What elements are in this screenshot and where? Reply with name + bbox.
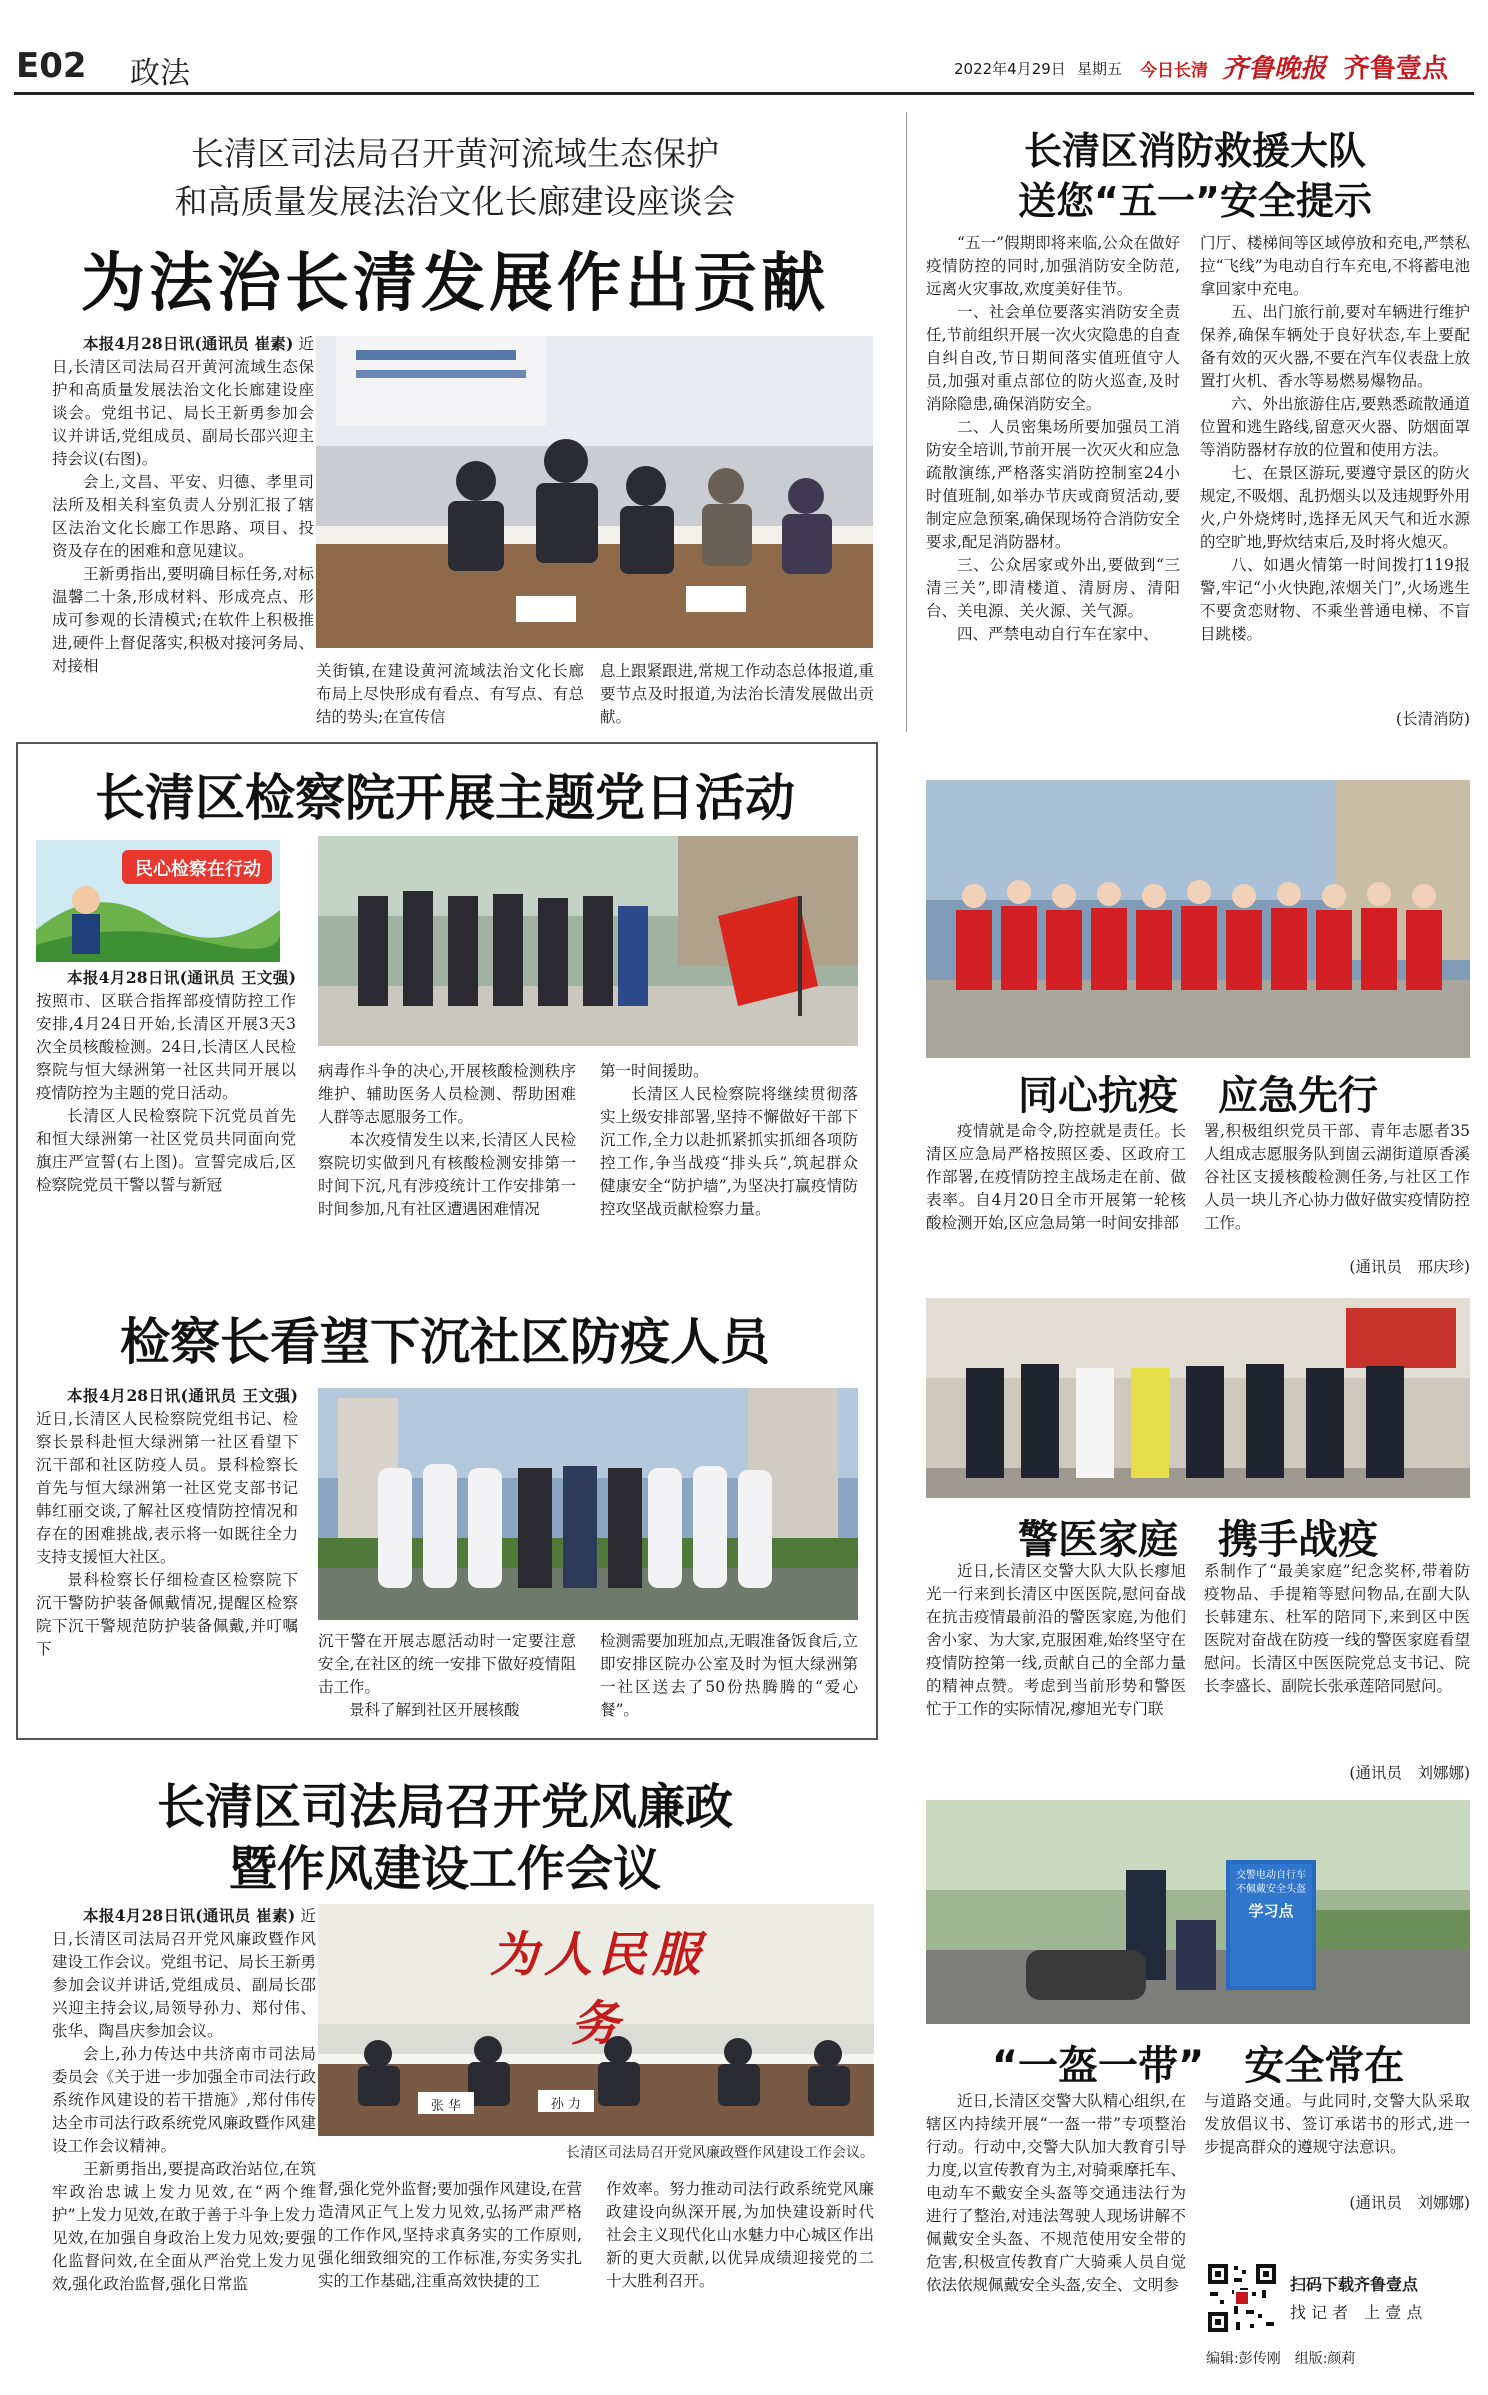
art5-name-card-1: 张 华 <box>430 2099 462 2114</box>
art8-title: “一盔一带” 安全常在 <box>991 2043 1405 2089</box>
paper-logo: 齐鲁晚报 <box>1222 54 1327 84</box>
art1-col3: 息上跟紧跟进,常规工作动态总体报道,重要节点及时报道,为法治长清发展做出贡献。 <box>600 662 874 726</box>
footer-qr-text-1: 扫码下载齐鲁壹点 <box>1290 2275 1419 2294</box>
art4-col2 <box>318 1630 576 1730</box>
art2-title-2: 送您“五一”安全提示 <box>1018 179 1372 223</box>
art3-col3 <box>600 1060 858 1286</box>
art8-sign-line2: 不佩戴安全头盔 <box>1236 1884 1306 1895</box>
art4-byline: 本报4月28日讯(通讯员 王文强) <box>67 1386 298 1405</box>
art3-text-5: 第一时间援助。 <box>600 1062 709 1080</box>
art1-text-3: 王新勇指出,要明确目标任务,对标温馨二十条,形成材料、形成亮点、形成可参观的长清模式;在软件上积极推进,硬件上督促落实,积极对接河务局、对接相 <box>52 565 314 675</box>
art4-photo <box>318 1388 858 1620</box>
art8-credit: (通讯员 刘娜娜) <box>1349 2194 1470 2212</box>
brand-logo: 齐鲁壹点 <box>1344 54 1449 84</box>
art5-col3: 作效率。努力推动司法行政系统党风廉政建设向纵深开展,为加快建设新时代社会主义现代化山水魅力中心城区作出新的更大贡献,以优异成绩迎接党的二十大胜利召开。 <box>606 2180 874 2290</box>
art2-col2 <box>1200 232 1470 708</box>
art2-para-1: “五一”假期即将来临,公众在做好疫情防控的同时,加强消防安全防范,远离火灾事故,欢度美好佳节。 <box>926 234 1180 298</box>
art1-kicker-1: 长清区司法局召开黄河流域生态保护 <box>191 134 719 173</box>
art2-para-7: 五、出门旅行前,要对车辆进行维护保养,确保车辆处于良好状态,车上要配备有效的灭火器,不要在汽车仪表盘上放置打火机、香水等易燃易爆物品。 <box>1200 303 1470 390</box>
art3-text-3: 病毒作斗争的决心,开展核酸检测秩序维护、辅助医务人员检测、帮助困难人群等志愿服务工作。 <box>318 1062 576 1126</box>
art2-para-4: 三、公众居家或外出,要做到“三清三关”,即清楼道、清厨房、清阳台、关电源、关火源、关气源。 <box>926 556 1180 620</box>
art8-sign-line1: 交警电动自行车 <box>1236 1870 1306 1881</box>
art3-text-2: 长清区人民检察院下沉党员首先和恒大绿洲第一社区党员共同面向党旗庄严宣誓(右上图)。宣誓完成后,区检察院党员干警以誓与新冠 <box>36 1107 296 1194</box>
art5-title-1: 长清区司法局召开党风廉政 <box>156 1779 733 1835</box>
art5-caption: 长清区司法局召开党风廉政暨作风建设工作会议。 <box>566 2145 874 2161</box>
art2-col1 <box>926 232 1180 730</box>
art5-name-card-2: 孙 力 <box>550 2097 582 2112</box>
art8-photo <box>926 1800 1470 2024</box>
art1-col1 <box>52 332 314 730</box>
art2-para-10: 八、如遇火情第一时间拨打119报警,牢记“小火快跑,浓烟关门”,火场逃生不要贪恋财物、不乘坐普通电梯、不盲目跳楼。 <box>1200 556 1470 643</box>
art5-photo <box>318 1904 874 2136</box>
art5-title-2: 暨作风建设工作会议 <box>228 1841 661 1897</box>
art6-title: 同心抗疫 应急先行 <box>1018 1073 1378 1119</box>
art1-title: 为法治长清发展作出贡献 <box>81 247 829 321</box>
edition-name: 今日长清 <box>1140 61 1208 81</box>
art2-para-5: 四、严禁电动自行车在家中、 <box>957 625 1159 643</box>
art4-title: 检察长看望下沉社区防疫人员 <box>120 1313 770 1371</box>
art2-para-9: 七、在景区游玩,要遵守景区的防火规定,不吸烟、乱扔烟头以及违规野外用火,户外烧烤时,选择无风天气和近水源的空旷地,野炊结束后,及时将火熄灭。 <box>1200 464 1470 551</box>
art4-col1 <box>36 1384 298 1726</box>
art5-text-3: 王新勇指出,要提高政治站位,在筑牢政治忠诚上发力见效,在“两个维护”上发力见效,在敢于善于斗争上发力见效,在加强自身政治上发力见效;要强化监督问效,在全面从严治党上发力见效,强化政治监督,强化日常监 <box>52 2160 316 2293</box>
section-name: 政法 <box>130 56 190 91</box>
issue-weekday: 星期五 <box>1077 60 1123 78</box>
art7-col2: 系制作了“最美家庭”纪念奖杯,带着防疫物品、手提箱等慰问物品,在副大队长韩建东、杜军的陪同下,来到区中医医院对奋战在防疫一线的警医家庭看望慰问。长清区中医医院党总支书记、院长李盛长、副院长张承莲陪同慰问。 <box>1204 1562 1470 1695</box>
art1-text-2: 会上,文昌、平安、归德、孝里司法所及相关科室负责人分别汇报了辖区法治文化长廊工作思路、项目、投资及存在的困难和意见建议。 <box>52 473 314 560</box>
issue-date: 2022年4月29日 <box>954 60 1066 78</box>
art5-text-2: 会上,孙力传达中共济南市司法局委员会《关于进一步加强全市司法行政系统作风建设的若干措施》,郑付伟传达全市司法行政系统党风廉政暨作风建设工作会议精神。 <box>52 2045 316 2155</box>
art5-col2: 督,强化党外监督;要加强作风建设,在营造清风正气上发力见效,弘扬严肃严格的工作作风,坚持求真务实的工作原则,强化细致细究的工作标准,夯实务实扎实的工作基础,注重高效快捷的工 <box>318 2180 582 2290</box>
art1-kicker-2: 和高质量发展法治文化长廊建设座谈会 <box>174 182 736 221</box>
art5-text-1: 近日,长清区司法局召开党风廉政暨作风建设工作会议。党组书记、局长王新勇参加会议并讲话,党组成员、副局长邵兴迎主持会议,局领导孙力、郑付伟、张华、陶昌庆参加会议。 <box>52 1907 316 2040</box>
art3-byline: 本报4月28日讯(通讯员 王文强) <box>67 968 296 987</box>
art2-para-6: 门厅、楼梯间等区域停放和充电,严禁私拉“飞线”为电动自行车充电,不将蓄电池拿回家中充电。 <box>1200 234 1470 298</box>
art3-col1 <box>36 966 296 1286</box>
art4-text-1: 近日,长清区人民检察院党组书记、检察长景科赴恒大绿洲第一社区看望下沉干部和社区防疫人员。景科检察长首先与恒大绿洲第一社区党支部书记韩红丽交谈,了解社区疫情防控情况和存在的困难挑战,表示将一如既往全力支持支援恒大社区。 <box>36 1410 298 1566</box>
art5-banner-text: 为人民服务 <box>489 1927 706 2052</box>
art1-col2: 关街镇,在建设黄河流域法治文化长廊布局上尽快形成有看点、有写点、有总结的势头;在宣传信 <box>316 662 584 726</box>
art1-text-1: 近日,长清区司法局召开黄河流域生态保护和高质量发展法治文化长廊建设座谈会。党组书记、局长王新勇参加会议并讲话,党组成员、副局长邵兴迎主持会议(右图)。 <box>52 335 314 468</box>
art2-credit: (长清消防) <box>1395 710 1470 728</box>
art3-photo <box>318 836 858 1046</box>
art8-col1: 近日,长清区交警大队精心组织,在辖区内持续开展“一盔一带”专项整治行动。行动中,交警大队加大教育引导力度,以宣传教育为主,对骑乘摩托车、电动车不戴安全头盔等交通违法行为进行了整治,对违法驾驶人现场讲解不佩戴安全头盔、不规范使用安全带的危害,积极宣传教育广大骑乘人员自觉依法依规佩戴安全头盔,安全、文明参 <box>926 2092 1186 2294</box>
art1-photo <box>316 336 873 648</box>
art3-text-1: 按照市、区联合指挥部疫情防控工作安排,4月24日开始,长清区开展3天3次全员核酸检测。24日,长清区人民检察院与恒大绿洲第一社区共同开展以疫情防控为主题的党日活动。 <box>36 992 296 1102</box>
art6-col2: 署,积极组织党员干部、青年志愿者35人组成志愿服务队到崮云湖街道原香溪谷社区支援核酸检测任务,与社区工作人员一块儿齐心协力做好做实疫情防控工作。 <box>1204 1122 1470 1232</box>
art2-para-3: 二、人员密集场所要加强员工消防安全培训,节前开展一次灭火和应急疏散演练,严格落实消防控制室24小时值班制,如举办节庆或商贸活动,要制定应急预案,确保现场符合消防安全要求,配足消防器材。 <box>926 418 1180 551</box>
art5-col1 <box>52 1904 316 2384</box>
footer-qr-text-2: 找 记 者 上 壹 点 <box>1290 2303 1423 2322</box>
art4-text-4: 景科了解到社区开展核酸 <box>349 1701 520 1719</box>
qr-code-icon <box>1206 2262 1278 2334</box>
art6-col1: 疫情就是命令,防控就是责任。长清区应急局严格按照区委、区政府工作部署,在疫情防控主战场走在前、做表率。自4月20日全市开展第一轮核酸检测开始,区应急局第一时间安排部 <box>926 1122 1186 1232</box>
art3-logo <box>36 840 280 962</box>
column-divider <box>906 112 907 732</box>
art5-byline: 本报4月28日讯(通讯员 崔素) <box>83 1906 296 1925</box>
art2-para-8: 六、外出旅游住店,要熟悉疏散通道位置和逃生路线,留意灭火器、防烟面罩等消防器材存放的位置和使用方法。 <box>1200 395 1470 459</box>
art7-credit: (通讯员 刘娜娜) <box>1349 1764 1470 1782</box>
art7-photo <box>926 1298 1470 1498</box>
art3-text-4: 本次疫情发生以来,长清区人民检察院切实做到凡有核酸检测安排第一时间下沉,凡有涉疫统计工作安排第一时间参加,凡有社区遭遇困难情况 <box>318 1131 576 1218</box>
art6-credit: (通讯员 邢庆珍) <box>1349 1258 1470 1276</box>
footer-editors: 编辑:彭传刚 组版:颜莉 <box>1206 2351 1356 2367</box>
masthead-rule <box>14 92 1474 95</box>
art4-text-2: 景科检察长仔细检查区检察院下沉干警防护装备佩戴情况,提醒区检察院下沉干警规范防护装备佩戴,并叮嘱下 <box>36 1571 298 1658</box>
art7-title: 警医家庭 携手战疫 <box>1018 1517 1378 1563</box>
art8-sign-line3: 学习点 <box>1248 1902 1294 1920</box>
art6-photo <box>926 780 1470 1058</box>
art4-col3: 检测需要加班加点,无暇准备饭食后,立即安排区院办公室及时为恒大绿洲第一社区送去了50份热腾腾的“爱心餐”。 <box>600 1632 858 1719</box>
art2-para-2: 一、社会单位要落实消防安全责任,节前组织开展一次火灾隐患的自查自纠自改,节日期间落实值班值守人员,加强对重点部位的防火巡查,及时消除隐患,确保消防安全。 <box>926 303 1180 413</box>
art3-title: 长清区检察院开展主题党日活动 <box>95 769 795 827</box>
page-number: E02 <box>16 46 87 86</box>
art2-title-1: 长清区消防救援大队 <box>1023 129 1366 173</box>
art3-text-6: 长清区人民检察院将继续贯彻落实上级安排部署,坚持不懈做好干部下沉工作,全力以赴抓紧抓实抓细各项防控工作,争当战疫“排头兵”,筑起群众健康安全“防护墙”,为坚决打赢疫情防控攻坚战贡献检察力量。 <box>600 1085 858 1218</box>
art4-text-3: 沉干警在开展志愿活动时一定要注意安全,在社区的统一安排下做好疫情阻击工作。 <box>318 1632 576 1696</box>
art3-col2 <box>318 1060 576 1286</box>
art3-logo-text: 民心检察在行动 <box>135 859 261 880</box>
art7-col1: 近日,长清区交警大队大队长瘳旭光一行来到长清区中医医院,慰问奋战在抗击疫情最前沿的警医家庭,为他们舍小家、为大家,克服困难,始终坚守在疫情防控第一线,贡献自己的全部力量的精神点赞。考虑到当前形势和警医忙于工作的实际情况,瘳旭光专门联 <box>926 1562 1186 1718</box>
art8-col2: 与道路交通。与此同时,交警大队采取发放倡议书、签订承诺书的形式,进一步提高群众的遵规守法意识。 <box>1204 2092 1470 2156</box>
art1-byline: 本报4月28日讯(通讯员 崔素) <box>83 334 294 353</box>
